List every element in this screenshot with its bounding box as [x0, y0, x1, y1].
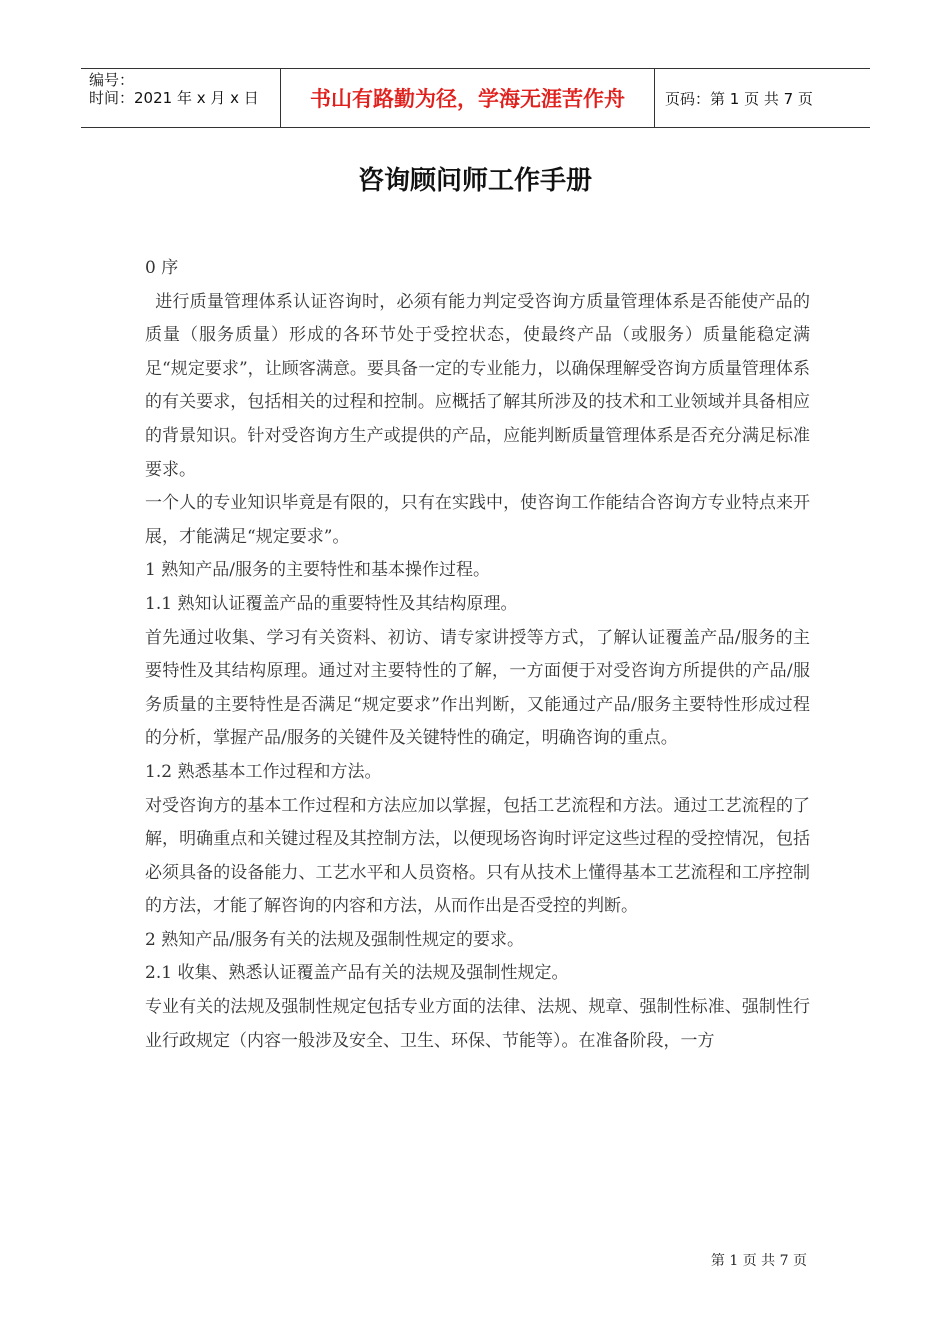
document-date: 时间：2021 年 x 月 x 日 — [89, 89, 259, 107]
header-page-info: 页码：第 1 页 共 7 页 — [665, 89, 813, 108]
subsection-heading: 1.1 熟知认证覆盖产品的重要特性及其结构原理。 — [145, 593, 518, 614]
page-header — [81, 68, 870, 128]
section-heading: 1 熟知产品/服务的主要特性和基本操作过程。 — [145, 560, 490, 581]
body-paragraph: 进行质量管理体系认证咨询时，必须有能力判定受咨询方质量管理体系是否能使产品的质量（服务质量）形成的各环节处于受控状态，使最终产品（或服务）质量能稳定满足“规定要求”，让顾客满意。要具备一定的专业能力，以确保理解受咨询方质量管理体系的有关要求，包括相关的过程和控制。应概括了解其所涉及的技术和工业领域并具备相应的背景知识。针对受咨询方生产或提供的产品，应能判断质量管理体系是否充分满足标准要求。 — [145, 291, 810, 480]
section-heading: 2 熟知产品/服务有关的法规及强制性规定的要求。 — [145, 929, 524, 950]
document-number-label: 编号： — [89, 71, 135, 89]
body-paragraph: 一个人的专业知识毕竟是有限的，只有在实践中，使咨询工作能结合咨询方专业特点来开展，才能满足“规定要求”。 — [145, 493, 810, 547]
header-motto: 书山有路勤为径，学海无涯苦作舟 — [281, 69, 655, 127]
header-meta — [81, 69, 281, 127]
subsection-heading: 1.2 熟悉基本工作过程和方法。 — [145, 761, 382, 782]
subsection-heading: 2.1 收集、熟悉认证覆盖产品有关的法规及强制性规定。 — [145, 963, 569, 984]
body-paragraph: 对受咨询方的基本工作过程和方法应加以掌握，包括工艺流程和方法。通过工艺流程的了解，明确重点和关键过程及其控制方法，以便现场咨询时评定这些过程的受控情况，包括必须具备的设备能力、工艺水平和人员资格。只有从技术上懂得基本工艺流程和工序控制的方法，才能了解咨询的内容和方法，从而作出是否受控的判断。 — [145, 795, 810, 917]
body-paragraph: 首先通过收集、学习有关资料、初访、请专家讲授等方式，了解认证覆盖产品/服务的主要特性及其结构原理。通过对主要特性的了解，一方面便于对受咨询方所提供的产品/服务质量的主要特性是否满足“规定要求”作出判断，又能通过产品/服务主要特性形成过程的分析，掌握产品/服务的关键件及关键特性的确定，明确咨询的重点。 — [145, 627, 810, 749]
section-heading: 0 序 — [145, 258, 179, 278]
document-body — [145, 252, 810, 1058]
body-paragraph: 专业有关的法规及强制性规定包括专业方面的法律、法规、规章、强制性标准、强制性行业行政规定（内容一般涉及安全、卫生、环保、节能等）。在准备阶段，一方 — [145, 997, 810, 1051]
document-title: 咨询顾问师工作手册 — [357, 166, 592, 196]
page-footer: 第 1 页 共 7 页 — [710, 1253, 807, 1269]
